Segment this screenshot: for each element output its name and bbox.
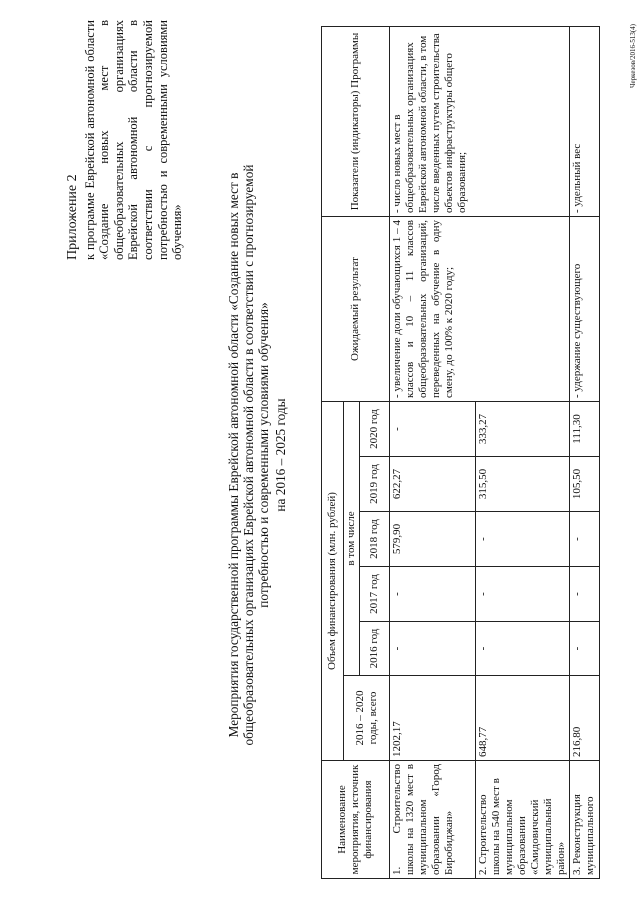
header-volume: Объем финансирования (млн. рублей) (322, 402, 344, 761)
appendix-title: Приложение 2 (65, 174, 80, 260)
row2-2016: - (476, 622, 570, 676)
row1-total: 1202,17 (390, 676, 476, 761)
row1-2018: 579,90 (390, 512, 476, 567)
row1-2016: - (390, 622, 476, 676)
header-2018: 2018 год (360, 512, 390, 567)
row2-2019: 315,50 (476, 457, 570, 512)
heading-line-3: потребностью и современными условиями обучения» (256, 302, 272, 608)
row2-2017: - (476, 567, 570, 622)
row3-indicators: - удельный вес (570, 27, 600, 217)
heading-line-1: Мероприятия государственной программы Еврейской автономной области «Создание новых мест в (226, 172, 241, 738)
heading-line-4: на 2016 – 2025 годы (272, 398, 288, 512)
document-heading (226, 145, 288, 765)
row3-2018: - (570, 512, 600, 567)
row2-2018: - (476, 512, 570, 567)
header-2016: 2016 год (360, 622, 390, 676)
header-result: Ожидаемый результат (322, 217, 390, 402)
footer-code: Черкезов/2016-513(4) (629, 24, 637, 89)
table-row (390, 27, 476, 879)
header-total: 2016 – 2020 годы, всего (344, 676, 390, 761)
table-row (570, 27, 600, 879)
row1-2017: - (390, 567, 476, 622)
row1-result: - увеличение доли обучающихся 1 – 4 классов и 10 – 11 классов общеобразовательных организаций, переведенных на обучение в одну смену, до 100% к 2020 году; (390, 217, 570, 402)
heading-line-2: общеобразовательных организациях Еврейской автономной области в соответствии с прогнозируемой (241, 164, 257, 746)
header-name: Наименование мероприятия, источник финансирования (322, 761, 390, 879)
header-2017: 2017 год (360, 567, 390, 622)
row1-indicators: - число новых мест в общеобразовательных организациях Еврейской автономной области, в том числе введенных путем строительства объектов инфраструктуры общего образования; (390, 27, 570, 217)
row3-2017: - (570, 567, 600, 622)
row3-total: 216,80 (570, 676, 600, 761)
row2-2020: 333,27 (476, 402, 570, 457)
row1-2019: 622,27 (390, 457, 476, 512)
row1-name: 1. Строительство школы на 1320 мест в муниципальном образовании «Город Биробиджан» (390, 761, 476, 879)
header-2019: 2019 год (360, 457, 390, 512)
row3-name: 3. Реконструкция муниципального (570, 761, 600, 879)
row1-2020: - (390, 402, 476, 457)
row3-2019: 105,50 (570, 457, 600, 512)
row3-result: - удержание существующего (570, 217, 600, 402)
header-incl: в том числе (344, 402, 360, 676)
row3-2020: 111,30 (570, 402, 600, 457)
row2-name: 2. Строительство школы на 540 мест в муниципальном образовании «Смидовичский муниципальный район» (476, 761, 570, 879)
appendix-text: к программе Еврейской автономной области «Создание новых мест в общеобразовательных организациях Еврейской автономной области в соответствии с прогнозируемой потребностью и современными условиями обучения» (82, 20, 185, 260)
row2-total: 648,77 (476, 676, 570, 761)
header-indicators: Показатели (индикаторы) Программы (322, 27, 390, 217)
row3-2016: - (570, 622, 600, 676)
appendix-note (66, 20, 185, 260)
program-activities-table (321, 26, 600, 879)
header-2020: 2020 год (360, 402, 390, 457)
